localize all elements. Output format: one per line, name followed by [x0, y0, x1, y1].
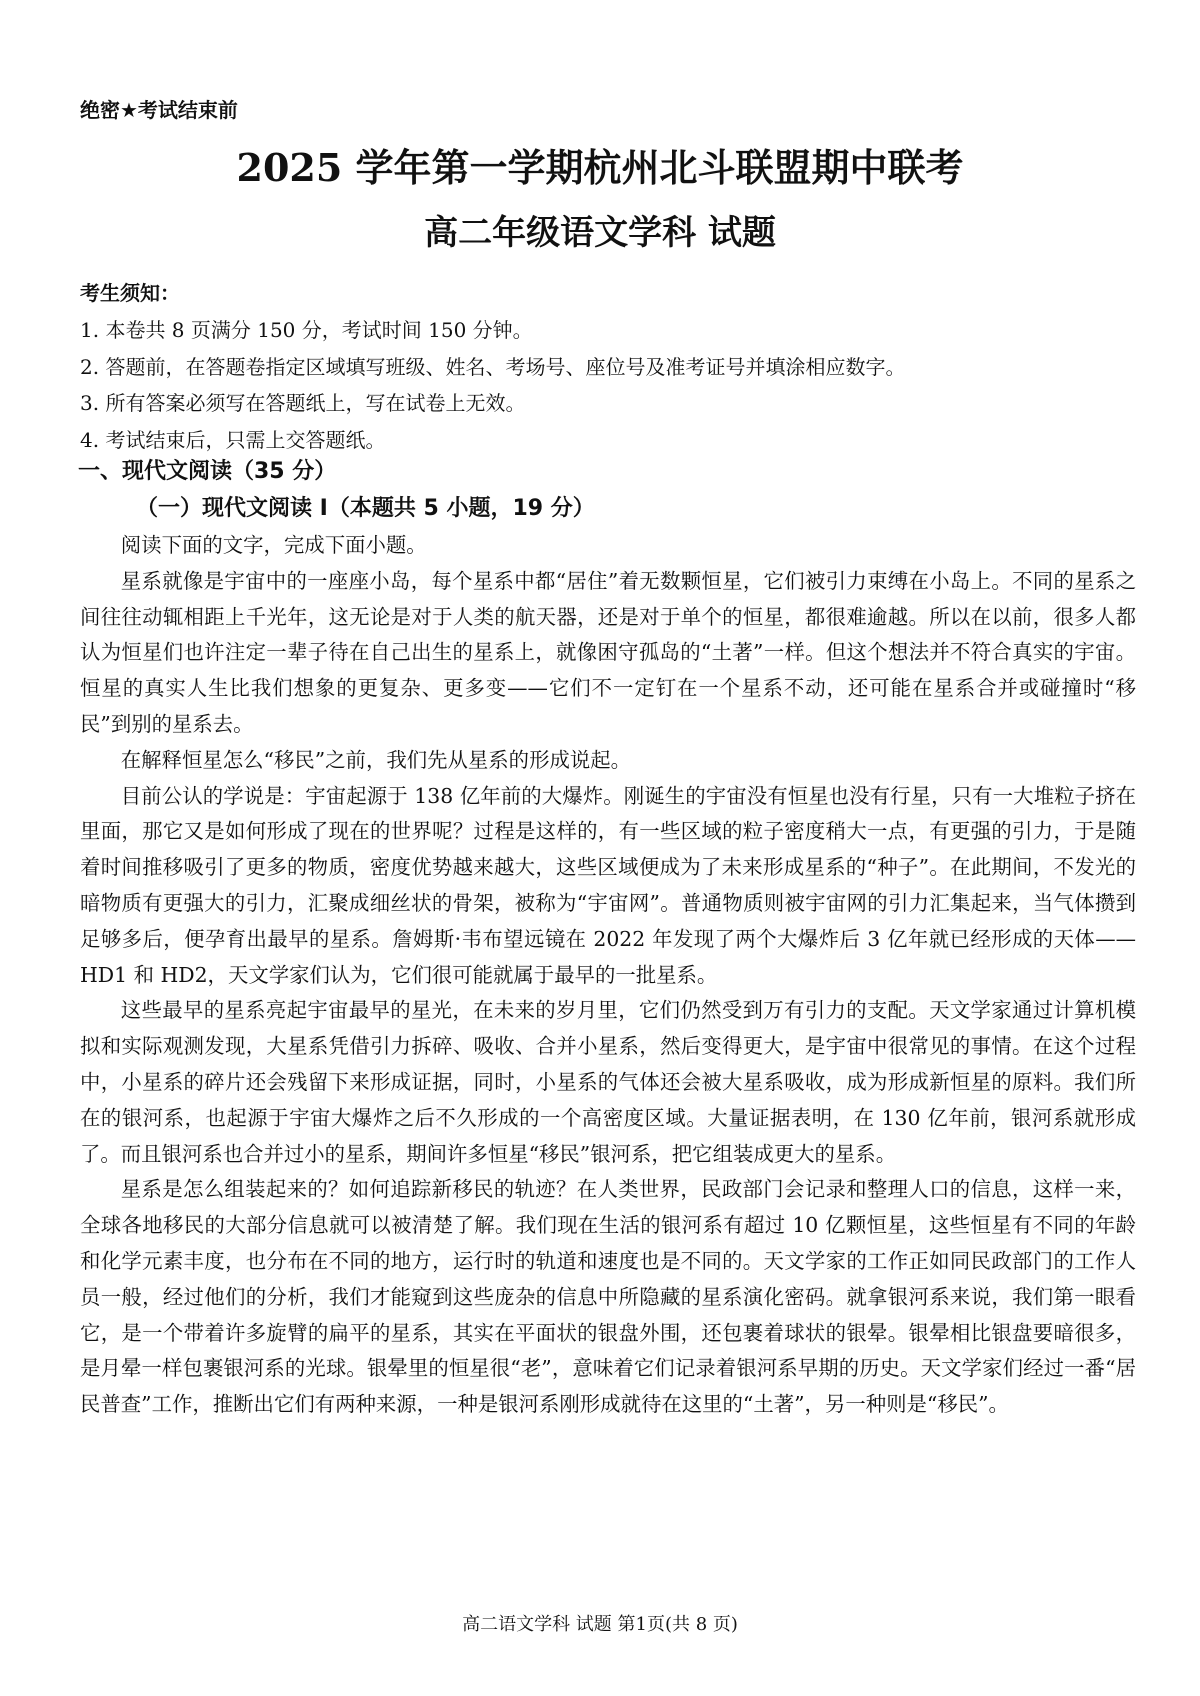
- subsection-heading: （一）现代文阅读 I（本题共 5 小题，19 分）: [136, 496, 595, 521]
- notice-item: 3. 所有答案必须写在答题纸上，写在试卷上无效。: [80, 391, 526, 415]
- notice-item: 2. 答题前，在答题卷指定区域填写班级、姓名、考场号、座位号及准考证号并填涂相应数字。: [80, 354, 906, 379]
- instruction-paragraph: 阅读下面的文字，完成下面小题。: [120, 533, 427, 557]
- passage-paragraph: 星系就像是宇宙中的一座座小岛，每个星系中都“居住”着无数颗恒星，它们被引力束缚在小岛上。不同的星系之间往往动辄相距上千光年，这无论是对于人类的航天器，还是对于单个的恒星，都很难逾越。所以在以前，很多人都认为恒星们也许注定一辈子待在自己出生的星系上，就像困守孤岛的“土著”一样。但这个想法并不符合真实的宇宙。恒星的真实人生比我们想象的更复杂、更多变——它们不一定钉在一个星系不动，还可能在星系合并或碰撞时“移民”到别的星系去。: [80, 568, 1136, 736]
- page-footer: 高二语文学科 试题 第1页(共 8 页): [462, 1614, 738, 1635]
- section-heading: 一、现代文阅读（35 分）: [78, 459, 337, 484]
- passage-paragraph: 在解释恒星怎么“移民”之前，我们先从星系的形成说起。: [120, 747, 632, 772]
- passage-paragraph: 目前公认的学说是：宇宙起源于 138 亿年前的大爆炸。刚诞生的宇宙没有恒星也没有行星，只有一大堆粒子挤在里面，那它又是如何形成了现在的世界呢？过程是这样的，有一些区域的粒子密度稍大一点，有更强的引力，于是随着时间推移吸引了更多的物质，密度优势越来越大，这些区域便成为了未来形成星系的“种子”。在此期间，不发光的暗物质有更强大的引力，汇聚成细丝状的骨架，被称为“宇宙网”。普通物质则被宇宙网的引力汇集起来，当气体攒到足够多后，便孕育出最早的星系。詹姆斯·韦布望远镜在 2022 年发现了两个大爆炸后 3 亿年就已经形成的天体——HD1 和 HD2，天文学家们认为，它们很可能就属于最早的一批星系。: [80, 783, 1136, 987]
- reading-passage: [80, 528, 1136, 1423]
- notice-heading: 考生须知：: [80, 281, 180, 305]
- exam-title: 2025 学年第一学期杭州北斗联盟期中联考: [236, 145, 964, 190]
- notice-list: [80, 312, 1140, 458]
- notice-item: 4. 考试结束后，只需上交答题纸。: [80, 427, 386, 452]
- confidential-mark: 绝密★考试结束前: [80, 98, 238, 122]
- exam-subtitle: 高二年级语文学科 试题: [424, 213, 776, 253]
- notice-item: 1. 本卷共 8 页满分 150 分，考试时间 150 分钟。: [80, 318, 533, 342]
- passage-paragraph: 这些最早的星系亮起宇宙最早的星光，在未来的岁月里，它们仍然受到万有引力的支配。天文学家通过计算机模拟和实际观测发现，大星系凭借引力拆碎、吸收、合并小星系，然后变得更大，是宇宙中很常见的事情。在这个过程中，小星系的碎片还会残留下来形成证据，同时，小星系的气体还会被大星系吸收，成为形成新恒星的原料。我们所在的银河系，也起源于宇宙大爆炸之后不久形成的一个高密度区域。大量证据表明，在 130 亿年前，银河系就形成了。而且银河系也合并过小的星系，期间许多恒星“移民”银河系，把它组装成更大的星系。: [80, 998, 1136, 1166]
- passage-paragraph: 星系是怎么组装起来的？如何追踪新移民的轨迹？在人类世界，民政部门会记录和整理人口的信息，这样一来，全球各地移民的大部分信息就可以被清楚了解。我们现在生活的银河系有超过 10 亿颗恒星，这些恒星有不同的年龄和化学元素丰度，也分布在不同的地方，运行时的轨道和速度也是不同的。天文学家的工作正如同民政部门的工作人员一般，经过他们的分析，我们才能窥到这些庞杂的信息中所隐藏的星系演化密码。就拿银河系来说，我们第一眼看它，是一个带着许多旋臂的扁平的星系，其实在平面状的银盘外围，还包裹着球状的银晕。银晕相比银盘要暗很多，是月晕一样包裹银河系的光球。银晕里的恒星很“老”，意味着它们记录着银河系早期的历史。天文学家们经过一番“居民普查”工作，推断出它们有两种来源，一种是银河系刚形成就待在这里的“土著”，另一种则是“移民”。: [80, 1177, 1136, 1417]
